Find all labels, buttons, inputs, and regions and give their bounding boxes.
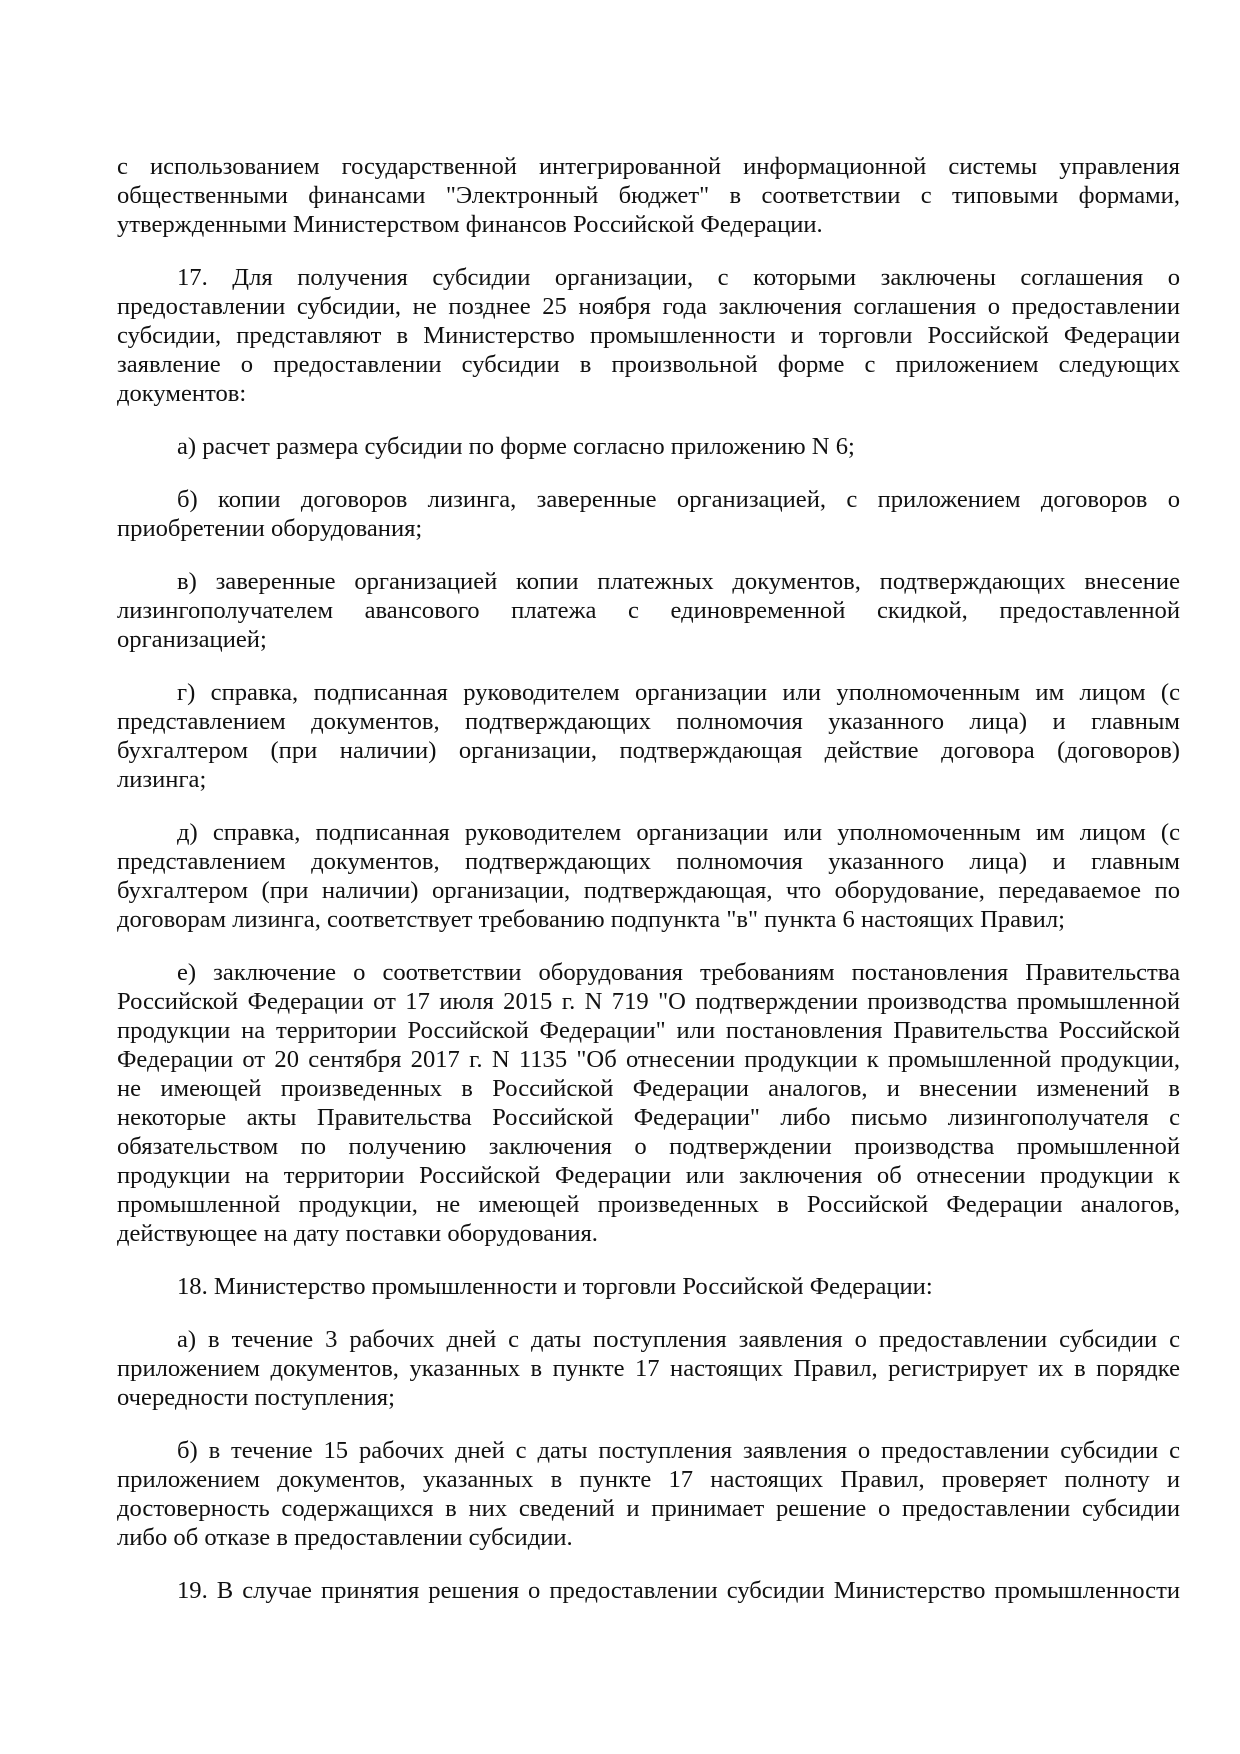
text-line: е) заключение о соответствии оборудования требованиям постановления Правительства xyxy=(177,959,1180,986)
text-line: обязательством по получению заключения о подтверждении производства промышленной xyxy=(117,1133,1180,1160)
text-line: документов: xyxy=(117,380,247,407)
paragraph xyxy=(117,263,1180,408)
text-line: представлением документов, подтверждающих полномочия указанного лица) и главным xyxy=(117,708,1180,735)
document-body xyxy=(117,152,1180,1605)
text-line: б) копии договоров лизинга, заверенные организацией, с приложением договоров о xyxy=(177,486,1180,513)
text-line: 19. В случае принятия решения о предоставлении субсидии Министерство промышленности xyxy=(177,1577,1180,1604)
text-line: действующее на дату поставки оборудования. xyxy=(117,1220,598,1247)
text-line: с использованием государственной интегрированной информационной системы управления xyxy=(117,153,1180,180)
paragraph xyxy=(117,678,1180,794)
paragraph xyxy=(117,818,1180,934)
text-line: лизингополучателем авансового платежа с единовременной скидкой, предоставленной xyxy=(117,597,1180,624)
text-line: некоторые акты Правительства Российской Федерации" либо письмо лизингополучателя с xyxy=(117,1104,1180,1131)
text-line: а) расчет размера субсидии по форме согласно приложению N 6; xyxy=(177,433,855,460)
text-line: очередности поступления; xyxy=(117,1384,395,1411)
text-line: бухгалтером (при наличии) организации, подтверждающая действие договора (договоров) xyxy=(117,737,1180,764)
text-line: продукции на территории Российской Федерации или заключения об отнесении продукции к xyxy=(117,1162,1180,1189)
paragraph xyxy=(117,958,1180,1248)
paragraph xyxy=(117,1325,1180,1412)
text-line: организацией; xyxy=(117,626,267,653)
paragraph xyxy=(117,1272,1180,1301)
text-line: в) заверенные организацией копии платежных документов, подтверждающих внесение xyxy=(177,568,1180,595)
text-line: Российской Федерации от 17 июля 2015 г. N 719 "О подтверждении производства промышленной xyxy=(117,988,1180,1015)
text-line: предоставлении субсидии, не позднее 25 ноября года заключения соглашения о предоставлении xyxy=(117,293,1180,320)
text-line: либо об отказе в предоставлении субсидии. xyxy=(117,1524,573,1551)
text-line: д) справка, подписанная руководителем организации или уполномоченным им лицом (с xyxy=(177,819,1180,846)
text-line: заявление о предоставлении субсидии в произвольной форме с приложением следующих xyxy=(117,351,1180,378)
paragraph xyxy=(117,567,1180,654)
paragraph xyxy=(117,152,1180,239)
text-line: приобретении оборудования; xyxy=(117,515,423,542)
text-line: приложением документов, указанных в пункте 17 настоящих Правил, регистрирует их в порядке xyxy=(117,1355,1180,1382)
text-line: не имеющей произведенных в Российской Федерации аналогов, и внесении изменений в xyxy=(117,1075,1180,1102)
text-line: лизинга; xyxy=(117,766,207,793)
paragraph xyxy=(117,1576,1180,1605)
text-line: утвержденными Министерством финансов Российской Федерации. xyxy=(117,211,823,238)
text-line: г) справка, подписанная руководителем организации или уполномоченным им лицом (с xyxy=(177,679,1180,706)
text-line: общественными финансами "Электронный бюджет" в соответствии с типовыми формами, xyxy=(117,182,1180,209)
text-line: представлением документов, подтверждающих полномочия указанного лица) и главным xyxy=(117,848,1180,875)
text-line: приложением документов, указанных в пункте 17 настоящих Правил, проверяет полноту и xyxy=(117,1466,1180,1493)
paragraph xyxy=(117,432,1180,461)
text-line: договорам лизинга, соответствует требованию подпункта "в" пункта 6 настоящих Правил; xyxy=(117,906,1065,933)
text-line: 18. Министерство промышленности и торговли Российской Федерации: xyxy=(177,1273,933,1300)
paragraph xyxy=(117,1436,1180,1552)
text-line: б) в течение 15 рабочих дней с даты поступления заявления о предоставлении субсидии с xyxy=(177,1437,1180,1464)
text-line: Федерации от 20 сентября 2017 г. N 1135 "Об отнесении продукции к промышленной продукции, xyxy=(117,1046,1180,1073)
text-line: 17. Для получения субсидии организации, с которыми заключены соглашения о xyxy=(177,264,1180,291)
paragraph xyxy=(117,485,1180,543)
text-line: промышленной продукции, не имеющей произведенных в Российской Федерации аналогов, xyxy=(117,1191,1180,1218)
text-line: а) в течение 3 рабочих дней с даты поступления заявления о предоставлении субсидии с xyxy=(177,1326,1180,1353)
text-line: субсидии, представляют в Министерство промышленности и торговли Российской Федерации xyxy=(117,322,1180,349)
text-line: бухгалтером (при наличии) организации, подтверждающая, что оборудование, передаваемое по xyxy=(117,877,1180,904)
text-line: достоверность содержащихся в них сведений и принимает решение о предоставлении субсидии xyxy=(117,1495,1180,1522)
text-line: продукции на территории Российской Федерации" или постановления Правительства Российской xyxy=(117,1017,1180,1044)
